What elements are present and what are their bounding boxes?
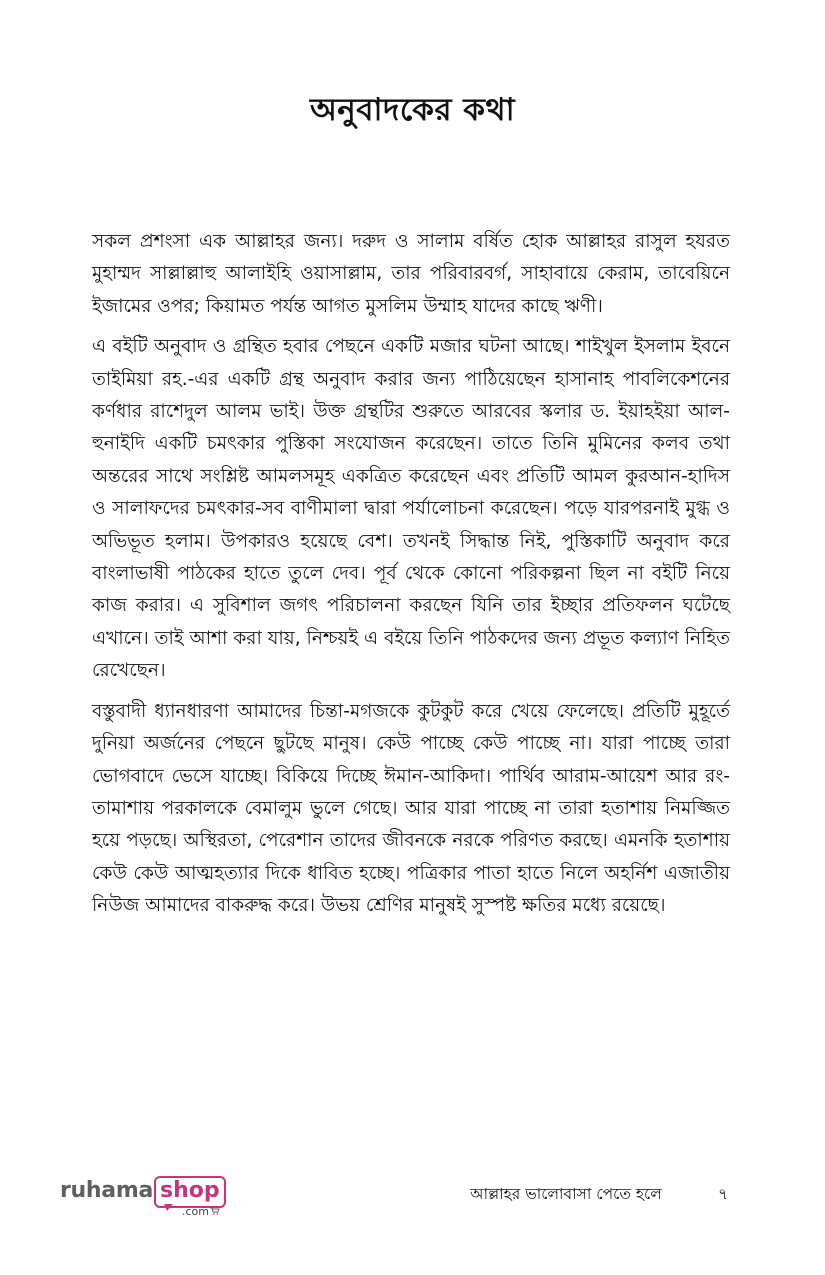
page-title: অনুবাদকের কথা [309,92,516,128]
body-text [92,226,730,931]
logo-text-ruhama: ruhama [60,1178,153,1203]
page-number: ৭ [718,1185,729,1203]
logo-text-shop: shop [154,1176,226,1208]
logo-text-com: .com [182,1205,209,1218]
paragraph: বস্তুবাদী ধ্যানধারণা আমাদের চিন্তা-মগজকে কুটকুট করে খেয়ে ফেলেছে। প্রতিটি মুহূর্তে দুনিয়া অর্জনের পেছনে ছুটছে মানুষ। কেউ পাচ্ছে কেউ পাচ্ছে না। যারা পাচ্ছে তারা ভোগবাদে ভেসে যাচ্ছে। বিকিয়ে দিচ্ছে ঈমান-আকিদা। পার্থিব আরাম-আয়েশ আর রং-তামাশায় পরকালকে বেমালুম ভুলে গেছে। আর যারা পাচ্ছে না তারা হতাশায় নিমজ্জিত হয়ে পড়ছে। অস্থিরতা, পেরেশান তাদের জীবনকে নরকে পরিণত করছে। এমনকি হতাশায় কেউ কেউ আত্মহত্যার দিকে ধাবিত হচ্ছে। পত্রিকার পাতা হাতে নিলে অহর্নিশ এজাতীয় নিউজ আমাদের বাকরুদ্ধ করে। উভয় শ্রেণির মানুষই সুস্পষ্ট ক্ষতির মধ্যে রয়েছে। [92,700,730,917]
paragraph: এ বইটি অনুবাদ ও গ্রন্থিত হবার পেছনে একটি মজার ঘটনা আছে। শাইখুল ইসলাম ইবনে তাইমিয়া রহ.-এর একটি গ্রন্থ অনুবাদ করার জন্য পাঠিয়েছেন হাসানাহ পাবলিকেশনের কর্ণধার রাশেদুল আলম ভাই। উক্ত গ্রন্থটির শুরুতে আরবের স্কলার ড. ইয়াহইয়া আল-হুনাইদি একটি চমৎকার পুস্তিকা সংযোজন করেছেন। তাতে তিনি মুমিনের কলব তথা অন্তরের সাথে সংশ্লিষ্ট আমলসমূহ একত্রিত করেছেন এবং প্রতিটি আমল কুরআন-হাদিস ও সালাফদের চমৎকার-সব বাণীমালা দ্বারা পর্যালোচনা করেছেন। পড়ে যারপরনাই মুগ্ধ ও অভিভূত হলাম। উপকারও হয়েছে বেশ। তখনই সিদ্ধান্ত নিই, পুস্তিকাটি অনুবাদ করে বাংলাভাষী পাঠকের হাতে তুলে দেব। পূর্ব থেকে কোনো পরিকল্পনা ছিল না বইটি নিয়ে কাজ করার। এ সুবিশাল জগৎ পরিচালনা করছেন যিনি তার ইচ্ছার প্রতিফলন ঘটেছে এখানে। তাই আশা করা যায়, নিশ্চয়ই এ বইয়ে তিনি পাঠকদের জন্য প্রভূত কল্যাণ নিহিত রেখেছেন। [92,336,730,682]
paragraph: সকল প্রশংসা এক আল্লাহর জন্য। দরুদ ও সালাম বর্ষিত হোক আল্লাহর রাসুল হযরত মুহাম্মদ সাল্লাল্লাহু আলাইহি ওয়াসাল্লাম, তার পরিবারবর্গ, সাহাবায়ে কেরাম, তাবেয়িনে ইজামের ওপর; কিয়ামত পর্যন্ত আগত মুসলিম উম্মাহ যাদের কাছে ঋণী। [92,231,730,317]
ruhamashop-logo [60,1176,225,1220]
running-footer-title: আল্লাহর ভালোবাসা পেতে হলে [470,1185,662,1203]
speech-bubble-tail [164,1204,173,1211]
cart-icon [210,1207,220,1215]
